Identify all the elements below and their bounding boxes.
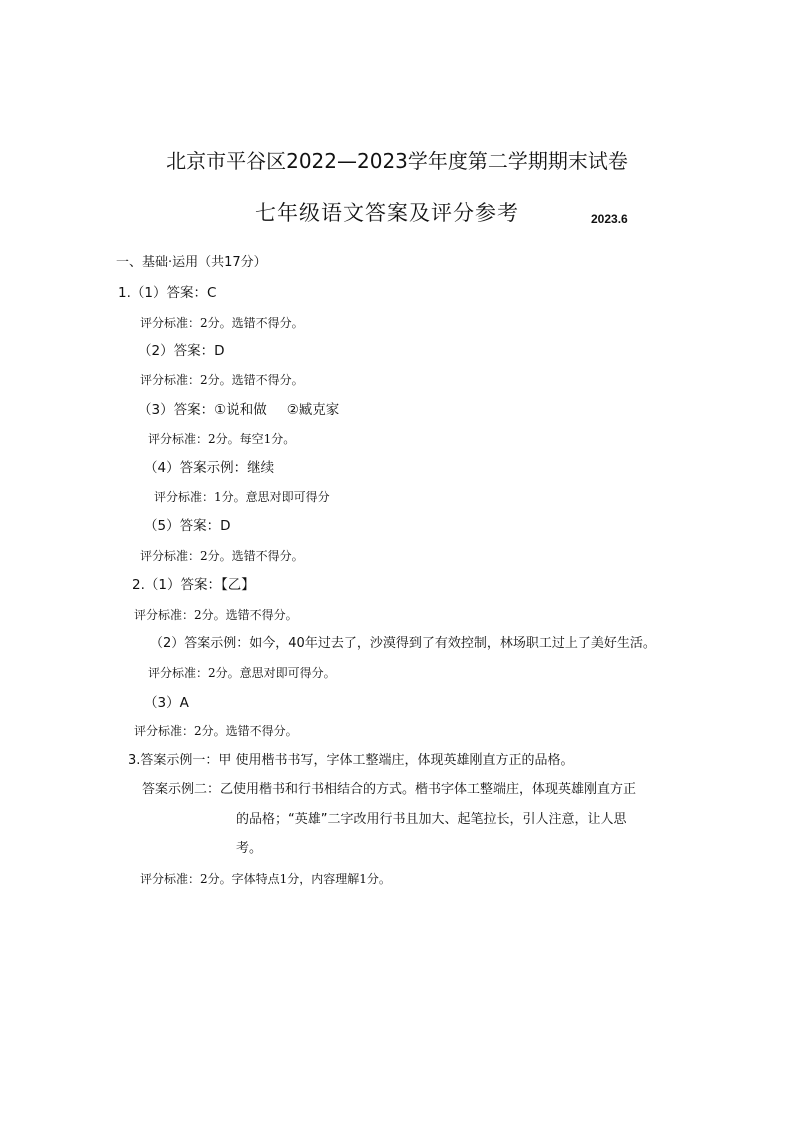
document-date: 2023.6	[591, 212, 628, 226]
q1-p3-answer-first: （3）答案：①说和做	[138, 402, 267, 418]
q3-example2-line2: 的品格；“英雄”二字改用行书且加大、起笔拉长，引人注意，让人思	[236, 812, 627, 827]
q3-criteria: 评分标准：2分。字体特点1分，内容理解1分。	[140, 872, 391, 886]
q1-p4-criteria: 评分标准：1分。意思对即可得分	[154, 490, 330, 504]
q1-p5-answer: （5）答案：D	[144, 518, 231, 534]
q1-p3-criteria: 评分标准：2分。每空1分。	[148, 432, 296, 446]
document-subtitle: 七年级语文答案及评分参考	[255, 201, 519, 225]
q2-p3-answer: （3）A	[144, 695, 189, 711]
q3-example1: 3.答案示例一：甲 使用楷书书写，字体工整端庄，体现英雄刚直方正的品格。	[128, 753, 574, 768]
q2-p1-answer: 2.（1）答案：【乙】	[132, 577, 255, 593]
q1-p5-criteria: 评分标准：2分。选错不得分。	[140, 549, 304, 563]
q1-p3-answer	[138, 401, 339, 419]
document-title: 北京市平谷区2022—2023学年度第二学期期末试卷	[166, 149, 628, 173]
section-heading-1: 一、基础·运用（共17分）	[116, 255, 267, 270]
q3-example2-line1: 答案示例二：乙使用楷书和行书相结合的方式。楷书字体工整端庄，体现英雄刚直方正	[142, 782, 637, 797]
q2-p1-criteria: 评分标准：2分。选错不得分。	[134, 608, 298, 622]
q1-p2-criteria: 评分标准：2分。选错不得分。	[140, 373, 304, 387]
q1-p2-answer: （2）答案：D	[138, 343, 225, 359]
q1-p4-answer: （4）答案示例：继续	[144, 460, 275, 476]
q1-p1-answer: 1.（1）答案：C	[118, 285, 217, 301]
q2-p3-criteria: 评分标准：2分。选错不得分。	[134, 724, 298, 738]
q3-example2-line3: 考。	[236, 841, 263, 856]
q2-p2-answer: （2）答案示例：如今，40年过去了，沙漠得到了有效控制，林场职工过上了美好生活。	[150, 636, 656, 651]
q1-p3-answer-second: ②臧克家	[286, 402, 340, 418]
q1-p1-criteria: 评分标准：2分。选错不得分。	[140, 316, 304, 330]
q2-p2-criteria: 评分标准：2分。意思对即可得分。	[148, 666, 336, 680]
